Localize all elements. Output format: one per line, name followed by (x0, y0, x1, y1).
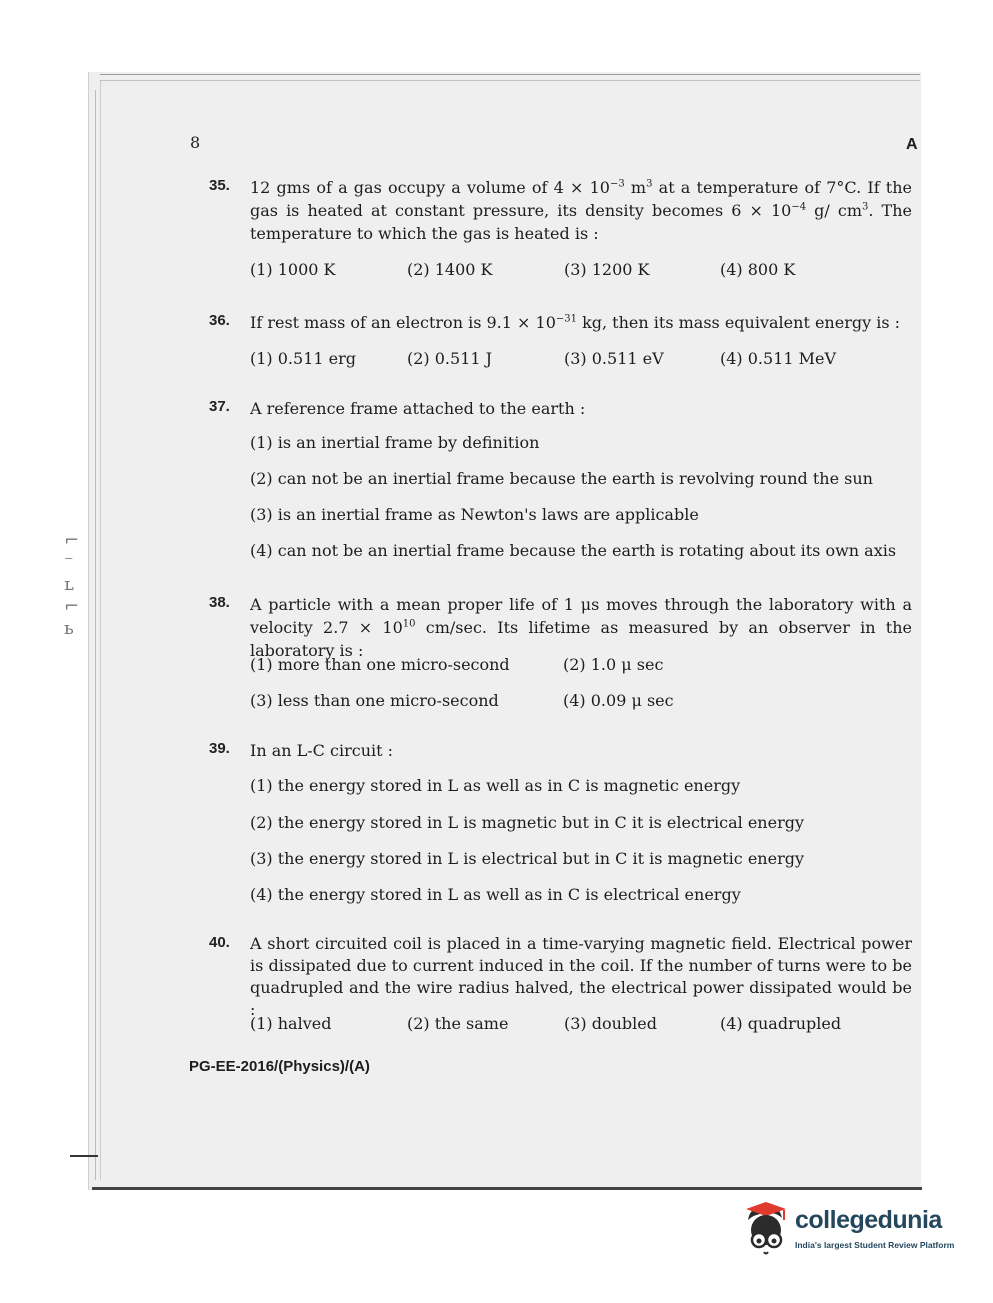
option-1: (1) the energy stored in L as well as in C is magnetic energy (250, 776, 741, 795)
option-1: (1) 1000 K (250, 260, 336, 279)
question-text: A particle with a mean proper life of 1 μs moves through the laboratory with a velocity $2.7 \times 10^{10}$ cm/sec. Its lifetime as measured by an observer in the laboratory is : (250, 595, 912, 660)
option-2: (2) 1.0 μ sec (563, 655, 664, 674)
option-2: (2) 0.511 J (407, 349, 493, 368)
option-3: (3) doubled (564, 1014, 657, 1033)
option-4: (4) 0.09 μ sec (563, 691, 674, 710)
paper-top-edge (100, 74, 920, 75)
option-3: (3) 0.511 eV (564, 349, 664, 368)
option-1: (1) more than one micro-second (250, 655, 510, 674)
question-number: 38. (209, 594, 230, 611)
question-number: 35. (209, 177, 230, 194)
question-text: In an L-C circuit : (250, 741, 394, 760)
margin-scribbles: ⌐ ⁻ ʟ ⌐ ь (64, 530, 80, 639)
question-text: A short circuited coil is placed in a time-varying magnetic field. Electrical power is dissipated due to current induced in the coil. If the number of turns were to be quadrupled and the wire radius halved, the electrical power dissipated would be : (250, 934, 912, 1019)
question-text: 12 gms of a gas occupy a volume of $4 \times 10^{-3}$ $m^3$ at a temperature of 7°C. If the gas is heated at constant pressure, its density becomes $6 \times 10^{-4}$ g/ $cm^3$. The temperature to which the gas is heated is : (250, 178, 912, 243)
footer-code: PG-EE-2016/(Physics)/(A) (189, 1058, 370, 1075)
option-3: (3) 1200 K (564, 260, 650, 279)
option-1: (1) 0.511 erg (250, 349, 356, 368)
page-number: 8 (190, 133, 201, 152)
option-2: (2) can not be an inertial frame because the earth is revolving round the sun (250, 469, 873, 488)
question-text: If rest mass of an electron is $9.1 \times 10^{-31}$ kg, then its mass equivalent energy is : (250, 313, 901, 332)
paper-left-edge-2 (100, 80, 101, 1180)
option-1: (1) is an inertial frame by definition (250, 433, 540, 452)
student-mascot-icon (740, 1200, 792, 1258)
question-number: 36. (209, 312, 230, 329)
option-4: (4) the energy stored in L as well as in C is electrical energy (250, 885, 741, 904)
option-2: (2) the same (407, 1014, 509, 1033)
option-3: (3) is an inertial frame as Newton's laws are applicable (250, 505, 699, 524)
paper-left-edge (95, 90, 96, 1180)
option-4: (4) quadrupled (720, 1014, 842, 1033)
question-number: 39. (209, 740, 230, 757)
option-4: (4) can not be an inertial frame because the earth is rotating about its own axis (250, 541, 897, 560)
option-4: (4) 0.511 MeV (720, 349, 837, 368)
option-2: (2) the energy stored in L is magnetic but in C it is electrical energy (250, 813, 804, 832)
paper-top-edge-2 (100, 80, 920, 81)
option-2: (2) 1400 K (407, 260, 493, 279)
brand-tagline: India's largest Student Review Platform (795, 1240, 955, 1250)
bottom-rule (92, 1187, 922, 1190)
option-1: (1) halved (250, 1014, 332, 1033)
question-number: 37. (209, 398, 230, 415)
question-text: A reference frame attached to the earth : (250, 399, 586, 418)
set-letter: A (906, 136, 918, 153)
collegedunia-logo[interactable] (740, 1200, 970, 1260)
brand-name: collegedunia (795, 1206, 942, 1234)
option-3: (3) less than one micro-second (250, 691, 499, 710)
question-number: 40. (209, 934, 230, 951)
option-3: (3) the energy stored in L is electrical but in C it is magnetic energy (250, 849, 804, 868)
binding-line (70, 1155, 98, 1157)
option-4: (4) 800 K (720, 260, 796, 279)
